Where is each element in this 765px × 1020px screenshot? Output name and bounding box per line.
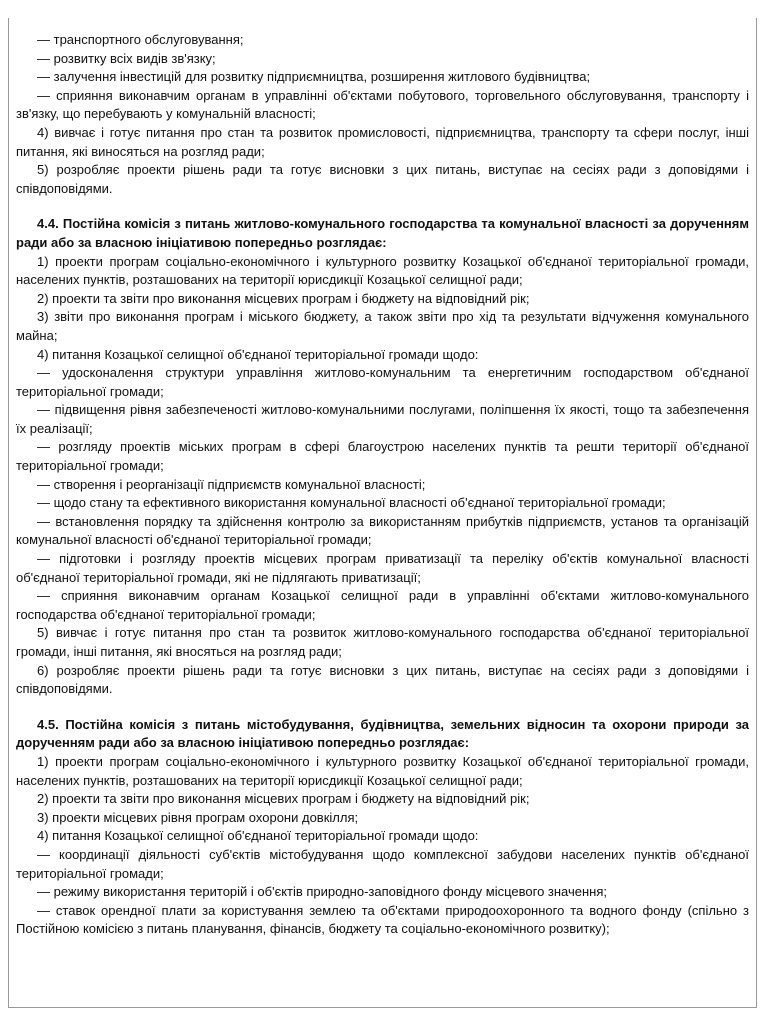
- paragraph: 5) розробляє проекти рішень ради та готує висновки з цих питань, виступає на сесіях ради з доповідями і співдоповідями.: [16, 162, 749, 196]
- paragraph: — режиму використання територій і об'єктів природно-заповідного фонду місцевого значення;: [37, 884, 608, 900]
- paragraph: — створення і реорганізації підприємств комунальної власності;: [37, 476, 426, 492]
- paragraph: — сприяння виконавчим органам Козацької селищної ради в управлінні об'єктами житлово-комунального господарства об'єднаної територіальної громади;: [16, 588, 749, 622]
- paragraph: — сприяння виконавчим органам в управлінні об'єктами побутового, торговельного обслуговування, транспорту і зв'язку, що перебувають у комунальній власності;: [16, 87, 749, 122]
- paragraph: — транспортного обслуговування;: [37, 32, 244, 47]
- section-gap: [16, 198, 749, 215]
- paragraph: — підвищення рівня забезпеченості житлово-комунальними послугами, поліпшення їх якості, тощо та забезпечення їх реалізації;: [16, 402, 749, 436]
- paragraph: 1) проекти програм соціально-економічного і культурного розвитку Козацької об'єднаної територіальної громади, населених пунктів, розташованих на території юрисдикції Козацької селищної ради;: [16, 253, 749, 288]
- paragraph: 6) розробляє проекти рішень ради та готує висновки з цих питань, виступає на сесіях ради з доповідями і співдоповідями.: [16, 662, 749, 697]
- paragraph: 3) проекти місцевих рівня програм охорони довкілля;: [37, 809, 359, 825]
- document-body: [16, 31, 749, 939]
- paragraph: 4) питання Козацької селищної об'єднаної територіальної громади щодо:: [37, 828, 479, 844]
- paragraph: — встановлення порядку та здійснення контролю за використанням прибутків підприємств, установ та організацій комунальної власності об'єднаної територіальної громади;: [16, 513, 749, 548]
- section-heading-4-4: 4.4. Постійна комісія з питань житлово-комунального господарства та комунальної власності за дорученням ради або за власною ініціативою попередньо розглядає:: [16, 216, 749, 250]
- paragraph: 3) звіти про виконання програм і міського бюджету, а також звіти про хід та результати відчуження комунального майна;: [16, 309, 749, 343]
- paragraph: — ставок орендної плати за користування землею та об'єктами природоохоронного та водного фонду (спільно з Постійною комісією з питань планування, фінансів, бюджету та соціально-економічного розвитку);: [16, 902, 749, 937]
- paragraph: — залучення інвестицій для розвитку підприємництва, розширення житлового будівництва;: [37, 69, 591, 85]
- paragraph: — удосконалення структури управління житлово-комунальним та енергетичним господарством об'єднаної територіальної громади;: [16, 365, 749, 399]
- paragraph: — щодо стану та ефективного використання комунальної власності об'єднаної територіальної громади;: [37, 495, 666, 511]
- paragraph: 2) проекти та звіти про виконання місцевих програм і бюджету на відповідний рік;: [37, 791, 530, 807]
- paragraph: 5) вивчає і готує питання про стан та розвиток житлово-комунального господарства об'єднаної територіальної громади, інші питання, які вносяться на розгляд ради;: [16, 625, 749, 659]
- paragraph: 4) вивчає і готує питання про стан та розвиток промисловості, підприємництва, транспорту та сфери послуг, інші питання, які виносяться на розгляд ради;: [16, 124, 749, 159]
- paragraph: — підготовки і розгляду проектів місцевих програм приватизації та переліку об'єктів комунальної власності об'єднаної територіальної громади, які не підлягають приватизації;: [16, 551, 749, 585]
- paragraph: — розгляду проектів міських програм в сфері благоустрою населених пунктів та решти території об'єднаної територіальної громади;: [16, 439, 749, 474]
- paragraph: 4) питання Козацької селищної об'єднаної територіальної громади щодо:: [37, 346, 479, 362]
- paragraph: 1) проекти програм соціально-економічного і культурного розвитку Козацької об'єднаної територіальної громади, населених пунктів, розташованих на території юрисдикції Козацької селищної ради;: [16, 753, 749, 788]
- paragraph: 2) проекти та звіти про виконання місцевих програм і бюджету на відповідний рік;: [37, 290, 530, 306]
- paragraph: — розвитку всіх видів зв'язку;: [37, 50, 216, 66]
- section-gap: [16, 699, 749, 716]
- paragraph: — координації діяльності суб'єктів містобудування щодо комплексної забудови населених пунктів об'єднаної територіальної громади;: [16, 846, 749, 881]
- section-heading-4-5: 4.5. Постійна комісія з питань містобудування, будівництва, земельних відносин та охорони природи за дорученням ради або за власною ініціативою попередньо розглядає:: [16, 716, 749, 751]
